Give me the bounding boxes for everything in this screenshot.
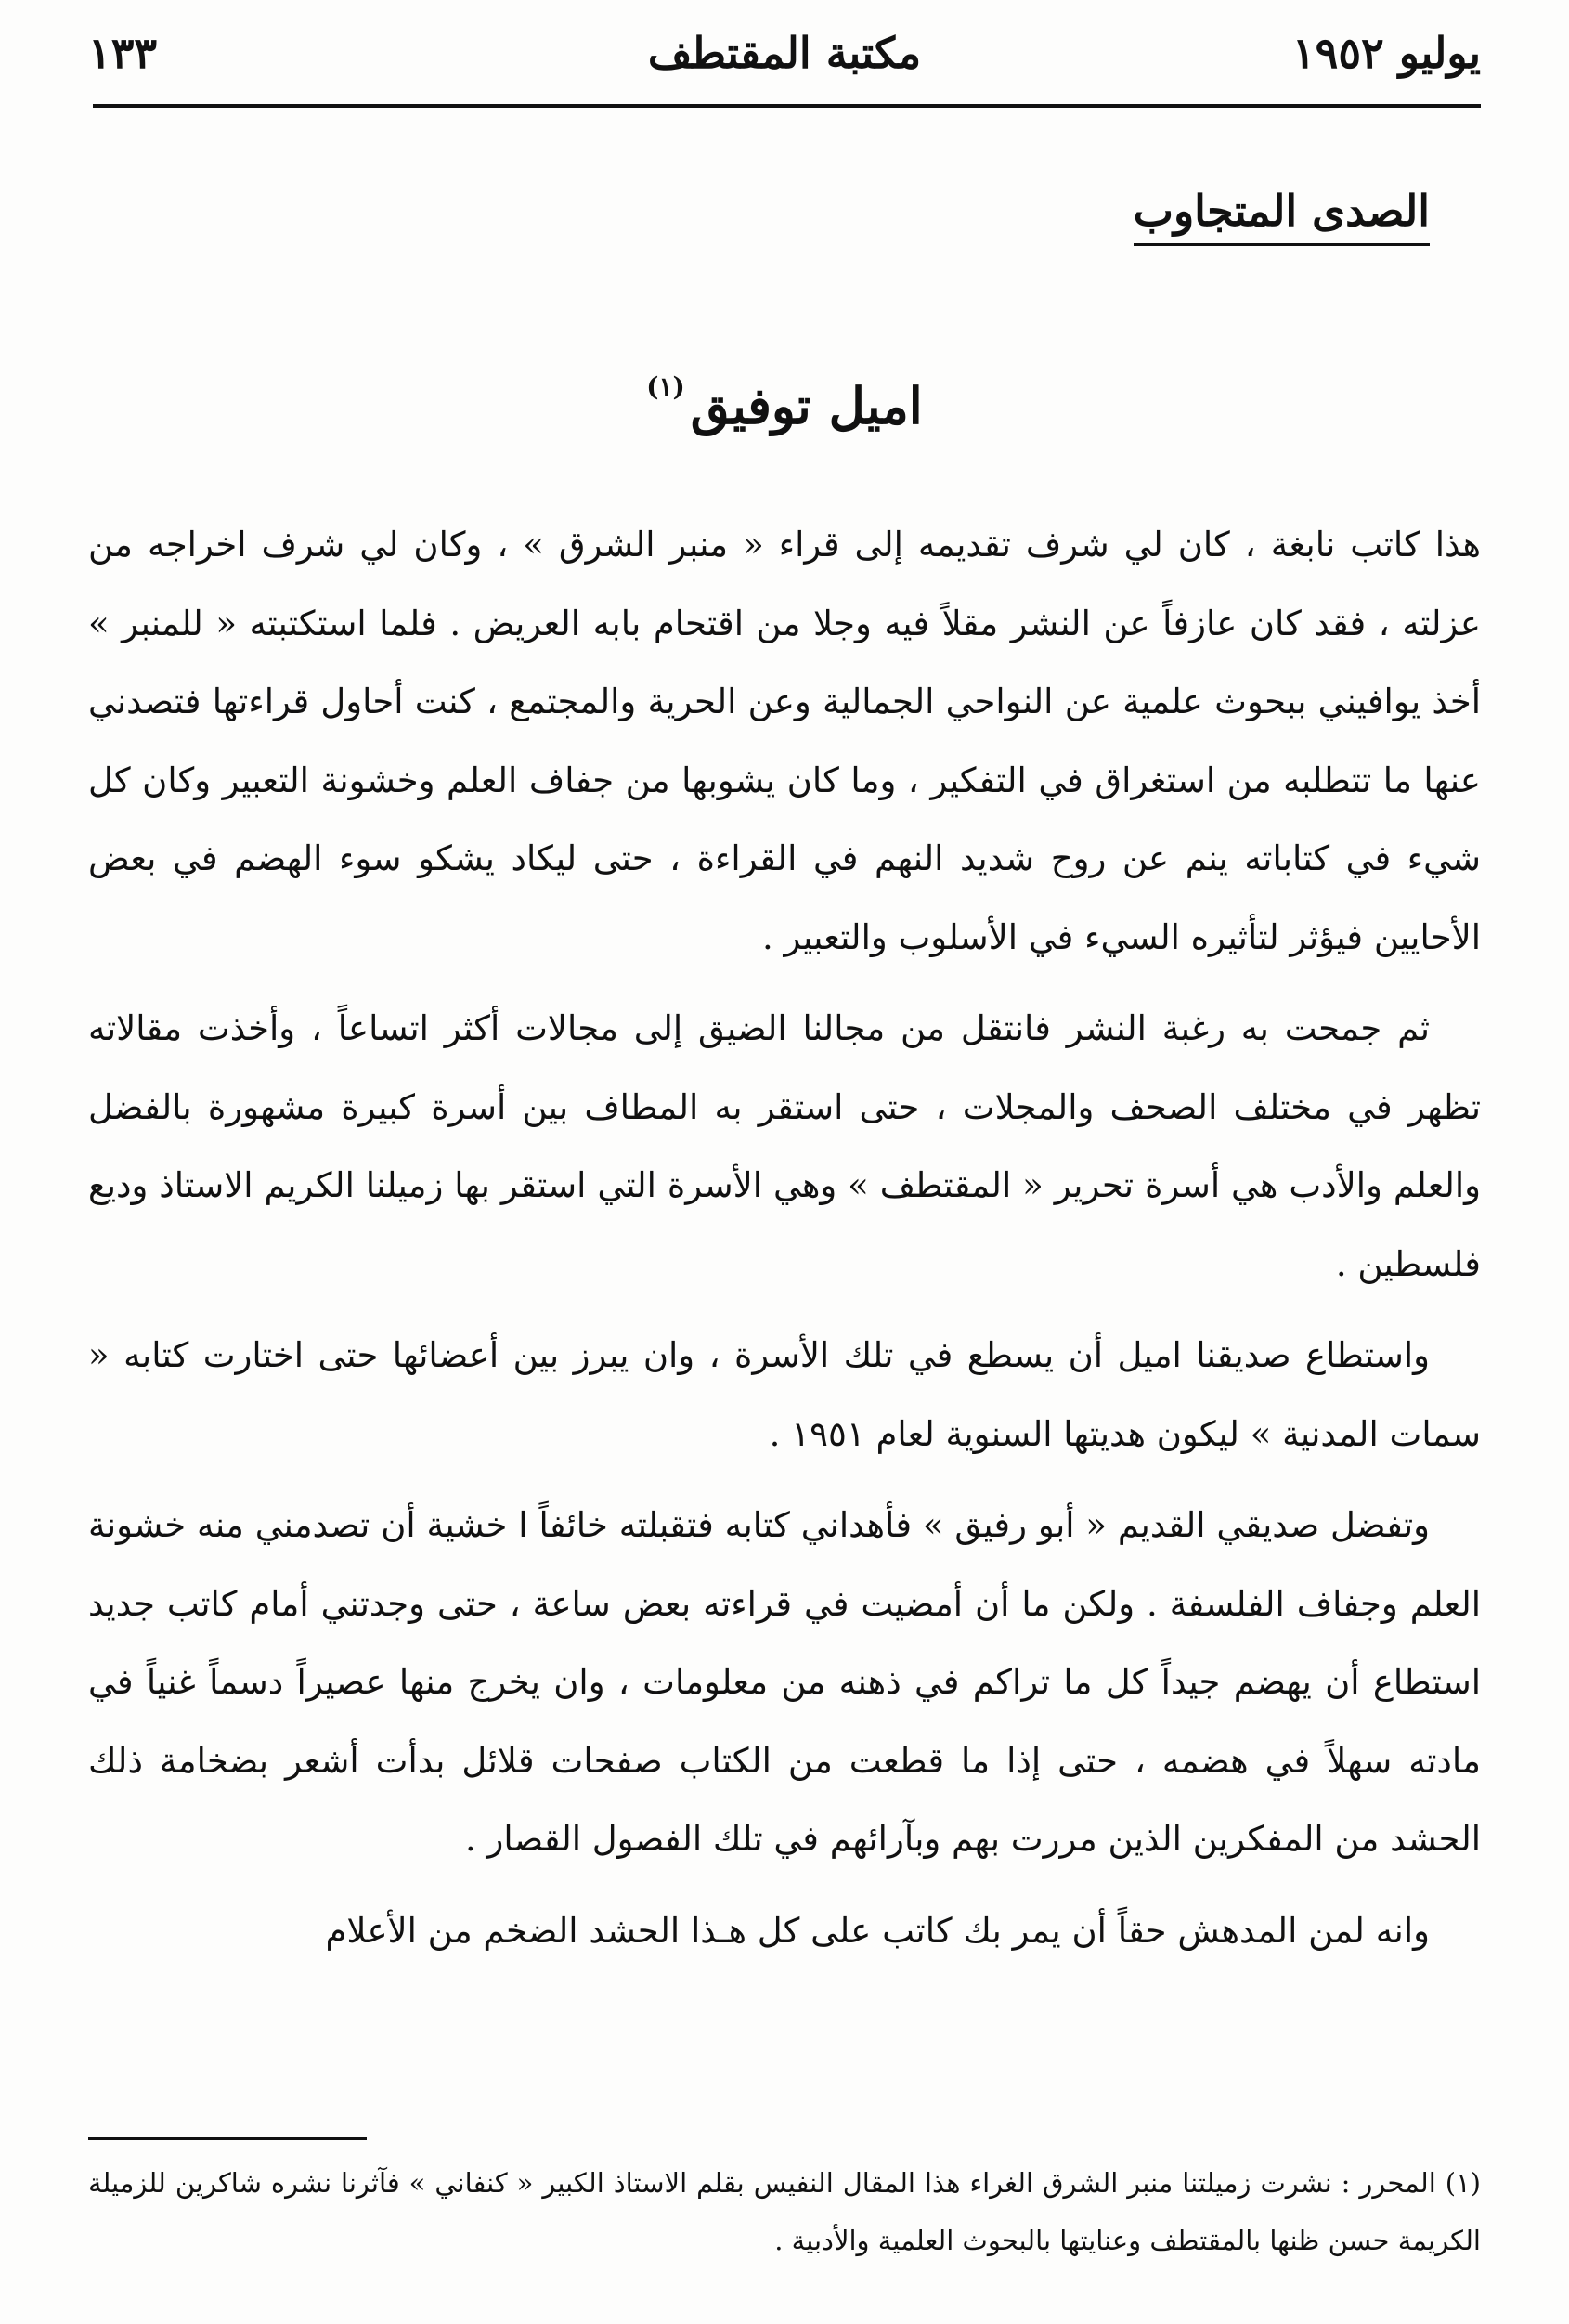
paragraph: هذا كاتب نابغة ، كان لي شرف تقديمه إلى قراء « منبر الشرق » ، وكان لي شرف اخراجه من عزلته ، فقد كان عازفاً عن النشر مقلاً فيه وجلا من اقتحام بابه العريض . فلما استكتبته « للمنبر » أخذ يوافيني ببحوث علمية عن النواحي الجمالية وعن الحرية والمجتمع ، كنت أحاول قراءتها فتصدني عنها ما تتطلبه من استغراق في التفكير ، وما كان يشوبها من جفاف العلم وخشونة التعبير وكان كل شيء في كتاباته ينم عن روح شديد النهم في القراءة ، حتى ليكاد يشكو سوء الهضم في بعض الأحايين فيؤثر لتأثيره السيء في الأسلوب والتعبير . <box>88 525 1481 957</box>
article-body <box>88 506 1481 1983</box>
footnote-marker: (١) <box>646 371 685 402</box>
header-rule <box>93 104 1481 108</box>
article-title <box>0 371 1569 435</box>
page-number: ١٣٣ <box>88 28 158 78</box>
section-title: الصدى المتجاوب <box>1134 186 1430 246</box>
issue-date: يوليو ١٩٥٢ <box>1291 28 1481 78</box>
journal-section-name: مكتبة المقتطف <box>647 28 922 78</box>
paragraph: واستطاع صديقنا اميل أن يسطع في تلك الأسرة ، وان يبرز بين أعضائها حتى اختارت كتابه « سمات المدنية » ليكون هديتها السنوية لعام ١٩٥١ . <box>88 1335 1481 1454</box>
paragraph: ثم جمحت به رغبة النشر فانتقل من مجالنا الضيق إلى مجالات أكثر اتساعاً ، وأخذت مقالاته تظهر في مختلف الصحف والمجلات ، حتى استقر به المطاف بين أسرة كبيرة مشهورة بالفضل والعلم والأدب هي أسرة تحرير « المقتطف » وهي الأسرة التي استقر بها زميلنا الكريم الاستاذ وديع فلسطين . <box>88 1008 1481 1284</box>
footnote-rule <box>88 2137 367 2140</box>
running-head <box>88 20 1481 85</box>
footnote: (١) المحرر : نشرت زميلتنا منبر الشرق الغراء هذا المقال النفيس بقلم الاستاذ الكبير « كنفاني » فآثرنا نشره شاكرين للزميلة الكريمة حسن ظنها بالمقتطف وعنايتها بالبحوث العلمية والأدبية . <box>88 2167 1481 2256</box>
article-title-text: اميل توفيق <box>690 376 923 435</box>
paragraph: وتفضل صديقي القديم « أبو رفيق » فأهداني كتابه فتقبلته خائفاً ا خشية أن تصدمني منه خشونة العلم وجفاف الفلسفة . ولكن ما أن أمضيت في قراءته بعض ساعة ، حتى وجدتني أمام كاتب جديد استطاع أن يهضم جيداً كل ما تراكم في ذهنه من معلومات ، وان يخرج منها عصيراً دسماً غنياً في مادته سهلاً في هضمه ، حتى إذا ما قطعت من الكتاب صفحات قلائل بدأت أشعر بضخامة ذلك الحشد من المفكرين الذين مررت بهم وبآرائهم في تلك الفصول القصار . <box>88 1505 1481 1859</box>
paragraph: وانه لمن المدهش حقاً أن يمر بك كاتب على كل هـذا الحشد الضخم من الأعلام <box>325 1910 1430 1951</box>
